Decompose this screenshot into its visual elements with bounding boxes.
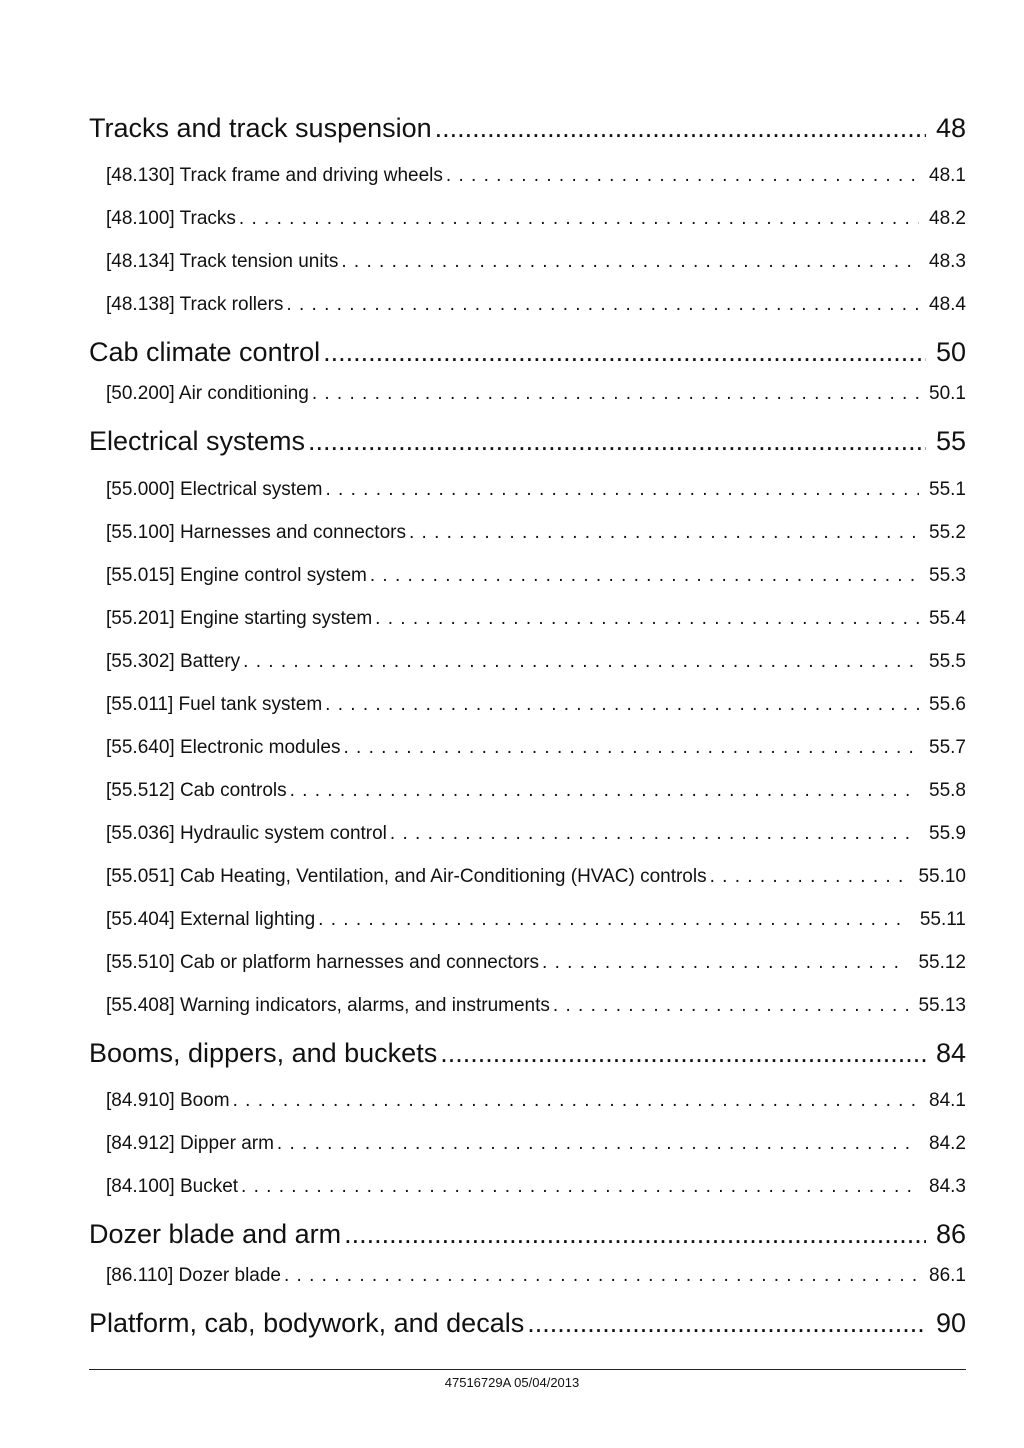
toc-entry[interactable] [106,995,966,1017]
dot-leader [435,113,926,144]
toc-entry-title: [50.200] Air conditioning [106,383,309,404]
toc-entry-page: 55.11 [919,909,966,930]
dot-leader [284,1265,919,1287]
toc-entry[interactable] [89,337,966,368]
toc-entry-page: 48.3 [929,251,966,272]
toc-entry[interactable] [106,208,966,230]
toc-entry[interactable] [106,909,966,931]
toc-entry[interactable] [106,294,966,316]
toc-entry-page: 55.7 [929,737,966,758]
toc-entry-page: 84 [935,1038,966,1068]
toc-entry-title: [86.110] Dozer blade [106,1265,281,1286]
toc-entry-title: [55.302] Battery [106,651,241,672]
toc-entry[interactable] [106,565,966,587]
toc-entry-title: Electrical systems [89,426,306,456]
toc-entry-page: 55.2 [929,522,966,543]
toc-entry[interactable] [106,737,966,759]
toc-entry[interactable] [89,113,966,144]
toc-entry-title: [48.100] Tracks [106,208,236,229]
toc-entry[interactable] [106,651,966,673]
toc-entry[interactable] [106,479,966,501]
toc-entry-title: [55.015] Engine control system [106,565,367,586]
dot-leader [343,737,919,759]
toc-entry-page: 55.1 [929,479,966,500]
toc-entry-page: 84.1 [929,1090,966,1111]
toc-entry-title: [55.640] Electronic modules [106,737,341,758]
toc-entry-title: Dozer blade and arm [89,1219,342,1249]
toc-entry[interactable] [106,952,966,974]
toc-entry[interactable] [106,165,966,187]
toc-entry-page: 84.2 [929,1133,966,1154]
toc-entry-page: 90 [935,1308,966,1338]
toc-entry[interactable] [106,608,966,630]
toc-entry-page: 55 [935,426,966,456]
toc-entry-page: 84.3 [929,1176,966,1197]
footer-divider [89,1369,966,1370]
dot-leader [370,565,919,587]
toc-entry[interactable] [89,426,966,457]
toc-entry[interactable] [106,1133,966,1155]
toc-entry-page: 55.4 [929,608,966,629]
toc-entry-title: [55.011] Fuel tank system [106,694,323,715]
dot-leader [375,608,919,630]
toc-entry[interactable] [106,251,966,273]
toc-entry[interactable] [106,694,966,716]
dot-leader [710,866,909,888]
dot-leader [325,479,919,501]
dot-leader [290,780,919,802]
toc-entry-page: 50 [935,337,966,367]
dot-leader [325,694,919,716]
dot-leader [542,952,908,974]
dot-leader [243,651,919,673]
toc-entry-page: 48.1 [929,165,966,186]
toc-entry[interactable] [89,1308,966,1339]
toc-entry[interactable] [106,383,966,405]
dot-leader [323,337,926,368]
dot-leader [318,909,910,931]
dot-leader [286,294,919,316]
toc-entry-page: 55.12 [918,952,966,973]
toc-entry[interactable] [106,1265,966,1287]
toc-entry-page: 48.4 [929,294,966,315]
toc-entry[interactable] [106,866,966,888]
toc-entry[interactable] [106,1176,966,1198]
dot-leader [308,426,926,457]
toc-entry-title: [84.100] Bucket [106,1176,239,1197]
dot-leader [553,995,909,1017]
toc-entry-page: 55.5 [929,651,966,672]
toc-entry[interactable] [89,1219,966,1250]
toc-entry-page: 55.6 [929,694,966,715]
toc-entry-title: [84.912] Dipper arm [106,1133,274,1154]
toc-entry-title: Platform, cab, bodywork, and decals [89,1308,525,1338]
toc-entry-title: [55.512] Cab controls [106,780,287,801]
dot-leader [527,1308,926,1339]
toc-entry-page: 86.1 [929,1265,966,1286]
toc-entry[interactable] [89,1038,966,1069]
dot-leader [409,522,919,544]
toc-entry-page: 50.1 [929,383,966,404]
toc-entry-title: [55.051] Cab Heating, Ventilation, and Air-Conditioning (HVAC) controls [106,866,707,887]
toc-entry-title: [55.201] Engine starting system [106,608,373,629]
dot-leader [341,251,919,273]
toc-entry-page: 48.2 [929,208,966,229]
dot-leader [239,208,919,230]
toc-entry[interactable] [106,823,966,845]
dot-leader [446,165,919,187]
toc-entry-page: 48 [935,113,966,143]
toc-entry-title: [55.036] Hydraulic system control [106,823,387,844]
toc-entry-title: Booms, dippers, and buckets [89,1038,438,1068]
footer-doc-number: 47516729A 05/04/2013 [444,1375,580,1390]
toc-entry-page: 55.9 [929,823,966,844]
toc-entry-title: [55.404] External lighting [106,909,316,930]
toc-entry[interactable] [106,780,966,802]
toc-entry-title: [48.134] Track tension units [106,251,339,272]
toc-entry-title: [55.100] Harnesses and connectors [106,522,406,543]
toc-entry-page: 86 [935,1219,966,1249]
toc-entry-title: [84.910] Boom [106,1090,230,1111]
dot-leader [440,1038,926,1069]
dot-leader [312,383,919,405]
dot-leader [233,1090,919,1112]
toc-entry-title: [55.408] Warning indicators, alarms, and instruments [106,995,550,1016]
toc-entry-title: [55.510] Cab or platform harnesses and connectors [106,952,540,973]
toc-entry-title: [48.130] Track frame and driving wheels [106,165,443,186]
dot-leader [390,823,919,845]
toc-entry-title: Cab climate control [89,337,321,367]
dot-leader [344,1219,926,1250]
dot-leader [277,1133,919,1155]
toc-entry-page: 55.13 [918,995,966,1016]
toc-entry-page: 55.8 [929,780,966,801]
toc-entry-title: [55.000] Electrical system [106,479,323,500]
toc-entry-title: [48.138] Track rollers [106,294,284,315]
toc-entry[interactable] [106,1090,966,1112]
toc-entry-title: Tracks and track suspension [89,113,432,143]
toc-entry-page: 55.10 [918,866,966,887]
toc-entry[interactable] [106,522,966,544]
toc-entry-page: 55.3 [929,565,966,586]
dot-leader [241,1176,919,1198]
